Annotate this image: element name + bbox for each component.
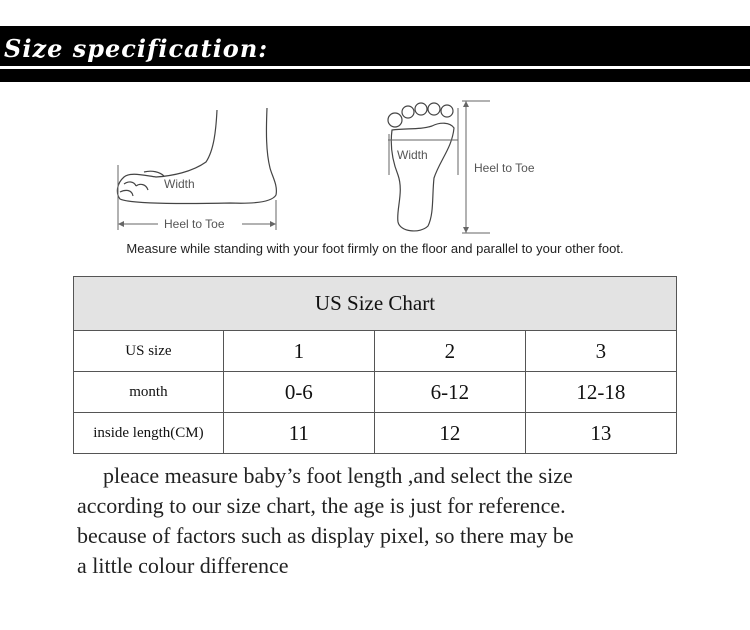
table-row <box>74 413 677 454</box>
sole-arrowhead-top <box>463 101 469 107</box>
note-line: a little colour difference <box>77 553 289 578</box>
table-cell: 12-18 <box>525 372 676 413</box>
side-arrowhead-right <box>270 221 276 227</box>
row-label-month: month <box>74 372 224 413</box>
table-cell: 13 <box>525 413 676 454</box>
foot-sole-view <box>388 103 454 231</box>
sole-arrowhead-bottom <box>463 227 469 233</box>
row-label-us-size: US size <box>74 331 224 372</box>
size-chart-table <box>73 276 677 454</box>
header-banner <box>0 26 750 82</box>
table-cell: 0-6 <box>223 372 374 413</box>
table-cell: 11 <box>223 413 374 454</box>
sizing-note <box>77 461 697 581</box>
row-label-inside-length: inside length(CM) <box>74 413 224 454</box>
table-cell: 6-12 <box>374 372 525 413</box>
table-row <box>74 372 677 413</box>
side-width-label: Width <box>164 177 195 191</box>
foot-measure-diagram <box>0 95 750 245</box>
side-arrowhead-left <box>118 221 124 227</box>
measure-caption: Measure while standing with your foot firmly on the floor and parallel to your other foot. <box>126 241 624 256</box>
note-line: pleace measure baby’s foot length ,and select the size <box>103 463 573 488</box>
sole-length-label: Heel to Toe <box>474 161 535 175</box>
table-cell: 12 <box>374 413 525 454</box>
page-title: Size specification: <box>4 34 269 63</box>
foot-side-view <box>117 108 276 204</box>
size-chart-title: US Size Chart <box>74 277 677 331</box>
note-line: because of factors such as display pixel, so there may be <box>77 523 574 548</box>
size-chart-title-row <box>74 277 677 331</box>
foot-diagram-svg <box>0 95 750 245</box>
note-line: according to our size chart, the age is just for reference. <box>77 493 566 518</box>
table-row <box>74 331 677 372</box>
side-length-label: Heel to Toe <box>164 217 225 231</box>
table-cell: 1 <box>223 331 374 372</box>
header-rule <box>0 66 750 69</box>
table-cell: 2 <box>374 331 525 372</box>
sole-width-label: Width <box>397 148 428 162</box>
table-cell: 3 <box>525 331 676 372</box>
